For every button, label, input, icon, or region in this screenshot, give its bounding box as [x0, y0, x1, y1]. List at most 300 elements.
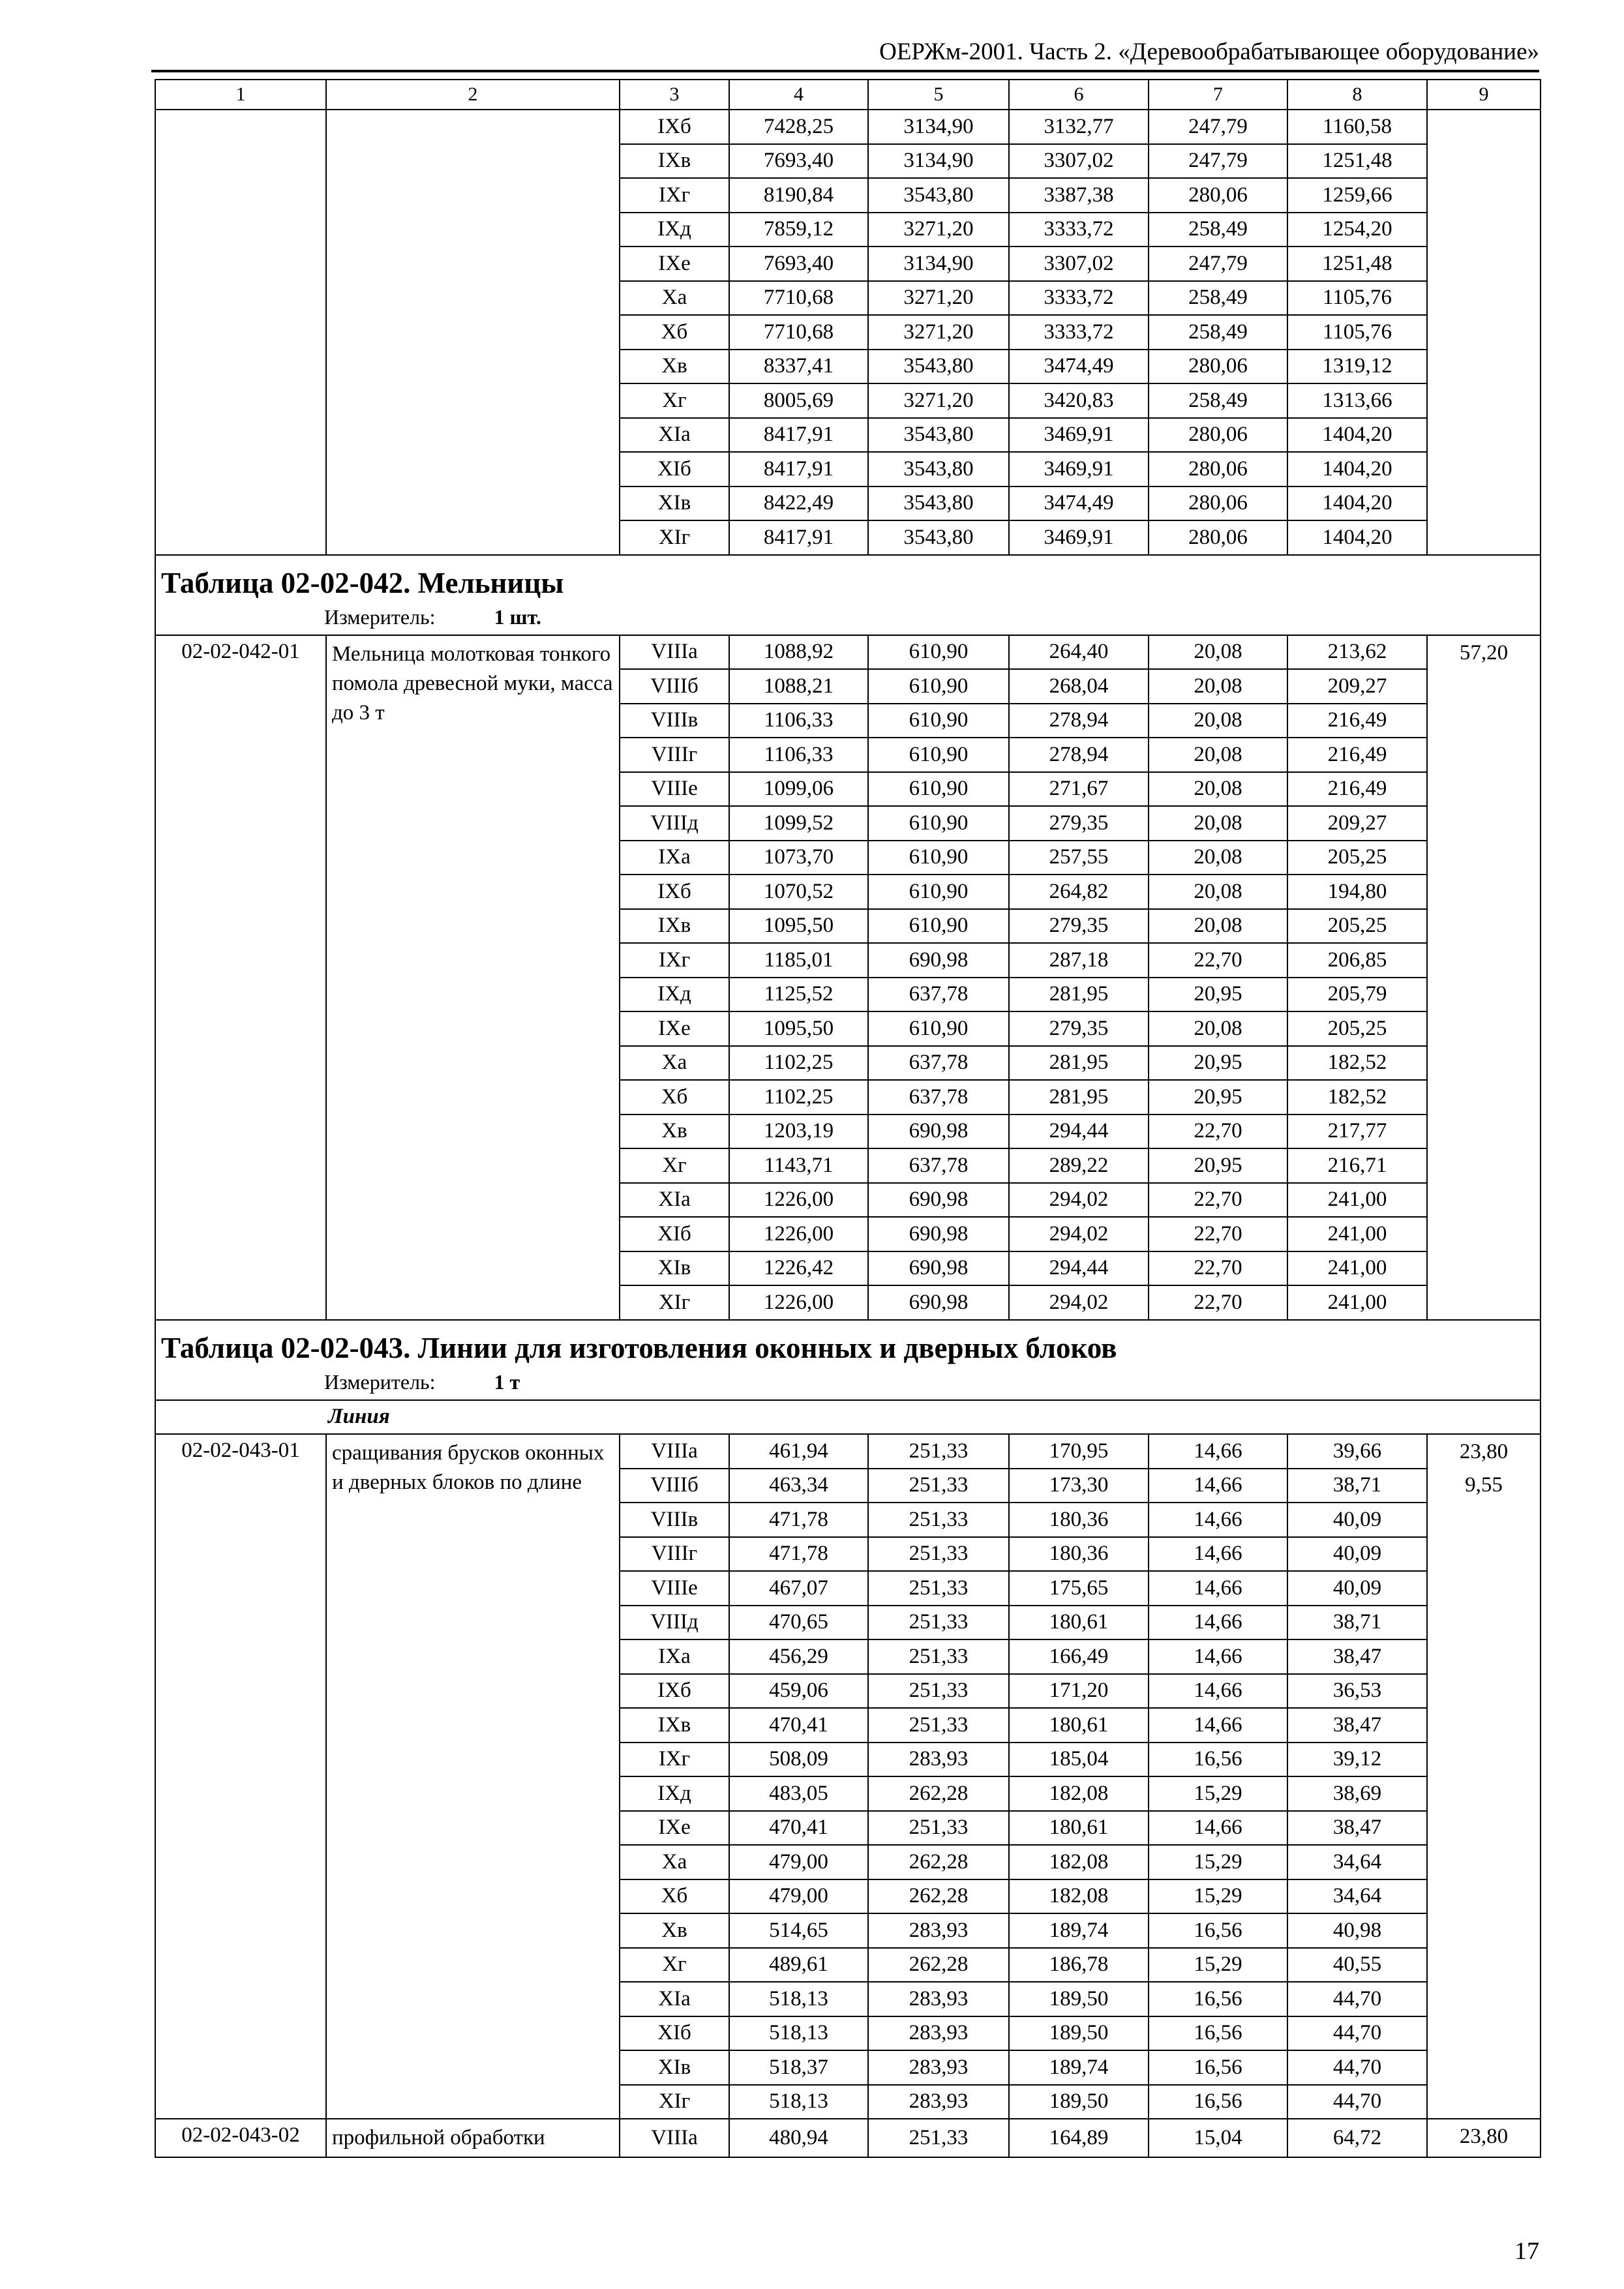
rate-value: 14,66: [1149, 1434, 1287, 1469]
zone-code: Xв: [620, 1913, 729, 1948]
position-name: сращивания брусков оконных и дверных блоков по длине: [326, 1434, 620, 2119]
table-heading-cell: [155, 555, 1541, 635]
rate-value: 1319,12: [1287, 350, 1427, 384]
rate-value: 1203,19: [729, 1115, 868, 1149]
rate-value: 518,37: [729, 2050, 868, 2085]
rate-value: 15,04: [1149, 2119, 1287, 2157]
rate-value: 294,44: [1009, 1115, 1149, 1149]
rate-value: 241,00: [1287, 1183, 1427, 1218]
rate-value: 39,12: [1287, 1743, 1427, 1777]
rate-value: 14,66: [1149, 1537, 1287, 1572]
rate-value: 508,09: [729, 1743, 868, 1777]
rate-value: 294,02: [1009, 1183, 1149, 1218]
rate-value: 241,00: [1287, 1251, 1427, 1286]
unit-line: [156, 1366, 1540, 1399]
rate-value: 278,94: [1009, 738, 1149, 772]
rate-value: 257,55: [1009, 841, 1149, 875]
rate-value: 459,06: [729, 1674, 868, 1709]
rate-value: 1070,52: [729, 875, 868, 909]
rate-value: 289,22: [1009, 1148, 1149, 1183]
rate-value: 180,61: [1009, 1606, 1149, 1640]
col9-values: [1427, 635, 1541, 1320]
rate-value: 180,61: [1009, 1811, 1149, 1846]
zone-code: VIIIг: [620, 1537, 729, 1572]
zone-code: XIб: [620, 2016, 729, 2051]
zone-code: Xг: [620, 383, 729, 418]
rate-value: 14,66: [1149, 1606, 1287, 1640]
rates-table: [155, 79, 1541, 2158]
rate-value: 471,78: [729, 1537, 868, 1572]
rate-value: 8337,41: [729, 350, 868, 384]
rate-value: 44,70: [1287, 2016, 1427, 2051]
rate-value: 182,08: [1009, 1879, 1149, 1914]
zone-code: VIIIд: [620, 806, 729, 841]
rate-value: 36,53: [1287, 1674, 1427, 1709]
rate-value: 1106,33: [729, 704, 868, 738]
rate-value: 8422,49: [729, 486, 868, 521]
rate-value: 3543,80: [868, 520, 1009, 555]
col9-values: [1427, 1434, 1541, 2119]
col9-value: 23,80: [1459, 2125, 1509, 2148]
rate-value: 251,33: [868, 1811, 1009, 1846]
unit-value: 1 шт.: [494, 605, 541, 629]
rate-value: 518,13: [729, 1982, 868, 2016]
rate-value: 16,56: [1149, 2050, 1287, 2085]
rate-value: 7693,40: [729, 144, 868, 179]
rate-value: 470,65: [729, 1606, 868, 1640]
rate-value: 34,64: [1287, 1879, 1427, 1914]
rate-value: 3333,72: [1009, 281, 1149, 316]
rate-value: 1088,21: [729, 669, 868, 704]
rate-value: 1143,71: [729, 1148, 868, 1183]
rate-value: 205,79: [1287, 978, 1427, 1012]
rate-value: 1095,50: [729, 909, 868, 944]
rate-value: 8417,91: [729, 452, 868, 486]
rate-value: 189,50: [1009, 2016, 1149, 2051]
rate-value: 15,29: [1149, 1776, 1287, 1811]
rate-value: 209,27: [1287, 806, 1427, 841]
rate-value: 283,93: [868, 2016, 1009, 2051]
zone-code: Xа: [620, 1046, 729, 1081]
rate-value: 294,02: [1009, 1217, 1149, 1251]
rate-value: 610,90: [868, 704, 1009, 738]
zone-code: IXв: [620, 909, 729, 944]
rate-value: 1102,25: [729, 1080, 868, 1115]
rate-value: 1251,48: [1287, 247, 1427, 281]
rate-value: 251,33: [868, 1571, 1009, 1606]
rate-value: 1073,70: [729, 841, 868, 875]
rate-value: 283,93: [868, 2085, 1009, 2119]
zone-code: IXг: [620, 943, 729, 978]
rate-value: 3271,20: [868, 383, 1009, 418]
rate-value: 22,70: [1149, 1285, 1287, 1320]
rate-value: 20,08: [1149, 841, 1287, 875]
rate-value: 64,72: [1287, 2119, 1427, 2157]
rate-value: 44,70: [1287, 1982, 1427, 2016]
rate-value: 40,09: [1287, 1503, 1427, 1537]
rate-value: 3474,49: [1009, 350, 1149, 384]
zone-code: VIIIв: [620, 1503, 729, 1537]
rate-value: 216,49: [1287, 704, 1427, 738]
rate-value: 3543,80: [868, 452, 1009, 486]
zone-code: VIIIг: [620, 738, 729, 772]
rate-value: 1095,50: [729, 1011, 868, 1046]
rate-value: 251,33: [868, 1434, 1009, 1469]
rate-value: 1106,33: [729, 738, 868, 772]
rate-value: 262,28: [868, 1879, 1009, 1914]
rate-value: 40,98: [1287, 1913, 1427, 1948]
rate-value: 268,04: [1009, 669, 1149, 704]
rate-value: 264,40: [1009, 635, 1149, 670]
zone-code: XIб: [620, 452, 729, 486]
zone-code: VIIIб: [620, 669, 729, 704]
rate-value: 1404,20: [1287, 486, 1427, 521]
rate-value: 8417,91: [729, 520, 868, 555]
zone-code: XIг: [620, 520, 729, 555]
zone-code: IXе: [620, 1811, 729, 1846]
rate-value: 205,25: [1287, 841, 1427, 875]
rate-value: 3387,38: [1009, 178, 1149, 213]
column-number: 5: [868, 80, 1009, 110]
rate-value: 637,78: [868, 1148, 1009, 1183]
rate-value: 251,33: [868, 1674, 1009, 1709]
rate-value: 610,90: [868, 1011, 1009, 1046]
rate-value: 264,82: [1009, 875, 1149, 909]
zone-code: IXб: [620, 1674, 729, 1709]
rate-value: 690,98: [868, 1217, 1009, 1251]
rate-value: 280,06: [1149, 350, 1287, 384]
rate-value: 3132,77: [1009, 110, 1149, 144]
rate-value: 251,33: [868, 1708, 1009, 1743]
rate-value: 7428,25: [729, 110, 868, 144]
rate-value: 16,56: [1149, 1743, 1287, 1777]
rate-value: 251,33: [868, 1639, 1009, 1674]
rate-value: 283,93: [868, 1982, 1009, 2016]
zone-code: Xа: [620, 281, 729, 316]
table-title: Таблица 02-02-043. Линии для изготовления оконных и дверных блоков: [161, 1331, 1117, 1364]
rate-value: 3307,02: [1009, 144, 1149, 179]
zone-code: IXд: [620, 1776, 729, 1811]
rate-value: 1105,76: [1287, 315, 1427, 350]
rate-value: 40,09: [1287, 1537, 1427, 1572]
rate-value: 1226,00: [729, 1285, 868, 1320]
rate-value: 216,49: [1287, 772, 1427, 807]
rate-value: 247,79: [1149, 110, 1287, 144]
rate-value: 258,49: [1149, 281, 1287, 316]
rate-value: 44,70: [1287, 2050, 1427, 2085]
zone-code: Xб: [620, 1080, 729, 1115]
rate-value: 251,33: [868, 1537, 1009, 1572]
rate-value: 175,65: [1009, 1571, 1149, 1606]
zone-code: IXд: [620, 978, 729, 1012]
rate-value: 456,29: [729, 1639, 868, 1674]
rate-value: 217,77: [1287, 1115, 1427, 1149]
rate-value: 280,06: [1149, 418, 1287, 453]
rate-value: 271,67: [1009, 772, 1149, 807]
rate-value: 22,70: [1149, 943, 1287, 978]
rate-value: 258,49: [1149, 315, 1287, 350]
rate-value: 461,94: [729, 1434, 868, 1469]
rate-value: 7693,40: [729, 247, 868, 281]
rate-value: 20,08: [1149, 738, 1287, 772]
rate-value: 14,66: [1149, 1503, 1287, 1537]
rate-value: 3420,83: [1009, 383, 1149, 418]
zone-code: VIIIв: [620, 704, 729, 738]
rate-value: 241,00: [1287, 1217, 1427, 1251]
rate-value: 189,50: [1009, 2085, 1149, 2119]
zone-code: XIа: [620, 418, 729, 453]
zone-code: XIв: [620, 2050, 729, 2085]
rate-value: 1251,48: [1287, 144, 1427, 179]
rate-value: 38,47: [1287, 1811, 1427, 1846]
col9-value: 9,55: [1465, 1473, 1503, 1497]
rate-value: 20,08: [1149, 772, 1287, 807]
zone-code: IXв: [620, 144, 729, 179]
zone-code: IXд: [620, 213, 729, 247]
zone-code: XIг: [620, 2085, 729, 2119]
zone-code: IXв: [620, 1708, 729, 1743]
rate-value: 1185,01: [729, 943, 868, 978]
zone-code: IXг: [620, 1743, 729, 1777]
rate-value: 1226,00: [729, 1217, 868, 1251]
rate-value: 3271,20: [868, 213, 1009, 247]
rate-value: 38,47: [1287, 1639, 1427, 1674]
rate-value: 20,95: [1149, 1080, 1287, 1115]
zone-code: IXе: [620, 247, 729, 281]
col9-values: [1427, 110, 1541, 555]
rate-value: 283,93: [868, 1743, 1009, 1777]
rate-value: 170,95: [1009, 1434, 1149, 1469]
rate-value: 7859,12: [729, 213, 868, 247]
rate-value: 38,47: [1287, 1708, 1427, 1743]
page-number: 17: [1514, 2237, 1539, 2265]
rate-value: 20,08: [1149, 875, 1287, 909]
rate-value: 20,08: [1149, 909, 1287, 944]
unit-label: Измеритель:: [324, 1369, 436, 1394]
rate-value: 1226,00: [729, 1183, 868, 1218]
rate-value: 20,08: [1149, 1011, 1287, 1046]
col9-value: 23,80: [1459, 1440, 1509, 1463]
rate-value: 1102,25: [729, 1046, 868, 1081]
rate-value: 610,90: [868, 635, 1009, 670]
rate-value: 205,25: [1287, 1011, 1427, 1046]
rate-value: 262,28: [868, 1948, 1009, 1982]
rate-value: 281,95: [1009, 1080, 1149, 1115]
zone-code: IXб: [620, 875, 729, 909]
rate-value: 278,94: [1009, 704, 1149, 738]
rate-value: 479,00: [729, 1845, 868, 1879]
rate-value: 610,90: [868, 738, 1009, 772]
column-number: 7: [1149, 80, 1287, 110]
table-heading-cell: [155, 1320, 1541, 1400]
rate-value: 14,66: [1149, 1811, 1287, 1846]
rate-value: 467,07: [729, 1571, 868, 1606]
rate-value: 471,78: [729, 1503, 868, 1537]
rate-value: 22,70: [1149, 1251, 1287, 1286]
unit-label: Измеритель:: [324, 605, 436, 629]
rate-value: 3469,91: [1009, 520, 1149, 555]
zone-code: Xа: [620, 1845, 729, 1879]
zone-code: Xг: [620, 1148, 729, 1183]
rate-value: 14,66: [1149, 1708, 1287, 1743]
rate-value: 690,98: [868, 1285, 1009, 1320]
rate-value: 281,95: [1009, 978, 1149, 1012]
position-code: 02-02-043-01: [155, 1434, 326, 2119]
rate-value: 470,41: [729, 1708, 868, 1743]
rate-value: 3333,72: [1009, 213, 1149, 247]
rate-value: 279,35: [1009, 909, 1149, 944]
rate-value: 3474,49: [1009, 486, 1149, 521]
rate-value: 15,29: [1149, 1845, 1287, 1879]
rate-value: 470,41: [729, 1811, 868, 1846]
rate-value: 8417,91: [729, 418, 868, 453]
zone-code: Xб: [620, 1879, 729, 1914]
rate-value: 280,06: [1149, 452, 1287, 486]
rate-value: 610,90: [868, 772, 1009, 807]
rate-value: 279,35: [1009, 806, 1149, 841]
rate-value: 3543,80: [868, 178, 1009, 213]
column-number: 2: [326, 80, 620, 110]
zone-code: IXа: [620, 841, 729, 875]
column-number: 4: [729, 80, 868, 110]
unit-line: [156, 601, 1540, 635]
rate-value: 16,56: [1149, 1982, 1287, 2016]
zone-code: IXе: [620, 1011, 729, 1046]
rate-value: 637,78: [868, 1046, 1009, 1081]
rate-value: 1160,58: [1287, 110, 1427, 144]
rate-value: 283,93: [868, 1913, 1009, 1948]
rate-value: 166,49: [1009, 1639, 1149, 1674]
rate-value: 1254,20: [1287, 213, 1427, 247]
rate-value: 1259,66: [1287, 178, 1427, 213]
rates-table-body: [155, 80, 1541, 2157]
header-rule: [151, 70, 1539, 72]
rate-value: 1313,66: [1287, 383, 1427, 418]
rate-value: 690,98: [868, 1251, 1009, 1286]
col9-value: 57,20: [1459, 640, 1509, 665]
rate-value: 8005,69: [729, 383, 868, 418]
rate-value: 44,70: [1287, 2085, 1427, 2119]
rate-value: 3333,72: [1009, 315, 1149, 350]
rate-value: 3134,90: [868, 110, 1009, 144]
rate-value: 262,28: [868, 1776, 1009, 1811]
table-heading-row: [155, 555, 1541, 635]
rate-value: 7710,68: [729, 315, 868, 350]
rate-value: 1226,42: [729, 1251, 868, 1286]
rate-value: 1404,20: [1287, 520, 1427, 555]
rate-value: 22,70: [1149, 1115, 1287, 1149]
column-number: 9: [1427, 80, 1541, 110]
zone-code: XIв: [620, 1251, 729, 1286]
column-number: 6: [1009, 80, 1149, 110]
rate-value: 241,00: [1287, 1285, 1427, 1320]
rate-value: 180,36: [1009, 1537, 1149, 1572]
rate-value: 3543,80: [868, 418, 1009, 453]
rate-value: 180,36: [1009, 1503, 1149, 1537]
rate-value: 3543,80: [868, 350, 1009, 384]
table-row: [155, 110, 1541, 144]
rate-value: 258,49: [1149, 213, 1287, 247]
rate-value: 690,98: [868, 1115, 1009, 1149]
column-number: 8: [1287, 80, 1427, 110]
rate-value: 1125,52: [729, 978, 868, 1012]
table-heading-row: [155, 1320, 1541, 1400]
zone-code: VIIIа: [620, 635, 729, 670]
continued-code-cell: [155, 110, 326, 555]
zone-code: XIа: [620, 1982, 729, 2016]
zone-code: IXа: [620, 1639, 729, 1674]
rate-value: 247,79: [1149, 247, 1287, 281]
rate-value: 14,66: [1149, 1639, 1287, 1674]
rate-value: 637,78: [868, 978, 1009, 1012]
rate-value: 182,52: [1287, 1046, 1427, 1081]
rate-value: 14,66: [1149, 1674, 1287, 1709]
rate-value: 610,90: [868, 806, 1009, 841]
rate-value: 22,70: [1149, 1183, 1287, 1218]
rate-value: 262,28: [868, 1845, 1009, 1879]
rate-value: 3271,20: [868, 281, 1009, 316]
zone-code: XIг: [620, 1285, 729, 1320]
rate-value: 216,71: [1287, 1148, 1427, 1183]
rate-value: 216,49: [1287, 738, 1427, 772]
rate-value: 1099,06: [729, 772, 868, 807]
rate-value: 3307,02: [1009, 247, 1149, 281]
zone-code: VIIIа: [620, 1434, 729, 1469]
table-row: [155, 2119, 1541, 2157]
rate-value: 610,90: [868, 909, 1009, 944]
rate-value: 251,33: [868, 1606, 1009, 1640]
rate-value: 20,95: [1149, 978, 1287, 1012]
rate-value: 281,95: [1009, 1046, 1149, 1081]
col9-values: [1427, 2119, 1541, 2157]
rate-value: 3543,80: [868, 486, 1009, 521]
rate-value: 518,13: [729, 2016, 868, 2051]
table-row: [155, 635, 1541, 670]
rate-value: 287,18: [1009, 943, 1149, 978]
rate-value: 22,70: [1149, 1217, 1287, 1251]
rate-value: 8190,84: [729, 178, 868, 213]
rate-value: 3271,20: [868, 315, 1009, 350]
rate-value: 283,93: [868, 2050, 1009, 2085]
rate-value: 182,08: [1009, 1776, 1149, 1811]
unit-value: 1 т: [494, 1369, 520, 1394]
rate-value: 294,44: [1009, 1251, 1149, 1286]
rate-value: 480,94: [729, 2119, 868, 2157]
position-code: 02-02-043-02: [155, 2119, 326, 2157]
rate-value: 610,90: [868, 841, 1009, 875]
rate-value: 610,90: [868, 669, 1009, 704]
rate-value: 20,08: [1149, 704, 1287, 738]
running-header: ОЕРЖм-2001. Часть 2. «Деревообрабатывающее оборудование»: [879, 38, 1539, 65]
rate-value: 194,80: [1287, 875, 1427, 909]
position-name: профильной обработки: [326, 2119, 620, 2157]
rate-value: 20,08: [1149, 635, 1287, 670]
rate-value: 280,06: [1149, 178, 1287, 213]
rate-value: 189,50: [1009, 1982, 1149, 2016]
rate-value: 205,25: [1287, 909, 1427, 944]
column-number: 3: [620, 80, 729, 110]
rate-value: 186,78: [1009, 1948, 1149, 1982]
rate-value: 40,55: [1287, 1948, 1427, 1982]
rate-value: 38,71: [1287, 1469, 1427, 1503]
rate-value: 182,52: [1287, 1080, 1427, 1115]
rate-value: 3134,90: [868, 144, 1009, 179]
rate-value: 34,64: [1287, 1845, 1427, 1879]
rate-value: 1404,20: [1287, 452, 1427, 486]
rate-value: 20,95: [1149, 1148, 1287, 1183]
rate-value: 39,66: [1287, 1434, 1427, 1469]
rate-value: 189,74: [1009, 1913, 1149, 1948]
